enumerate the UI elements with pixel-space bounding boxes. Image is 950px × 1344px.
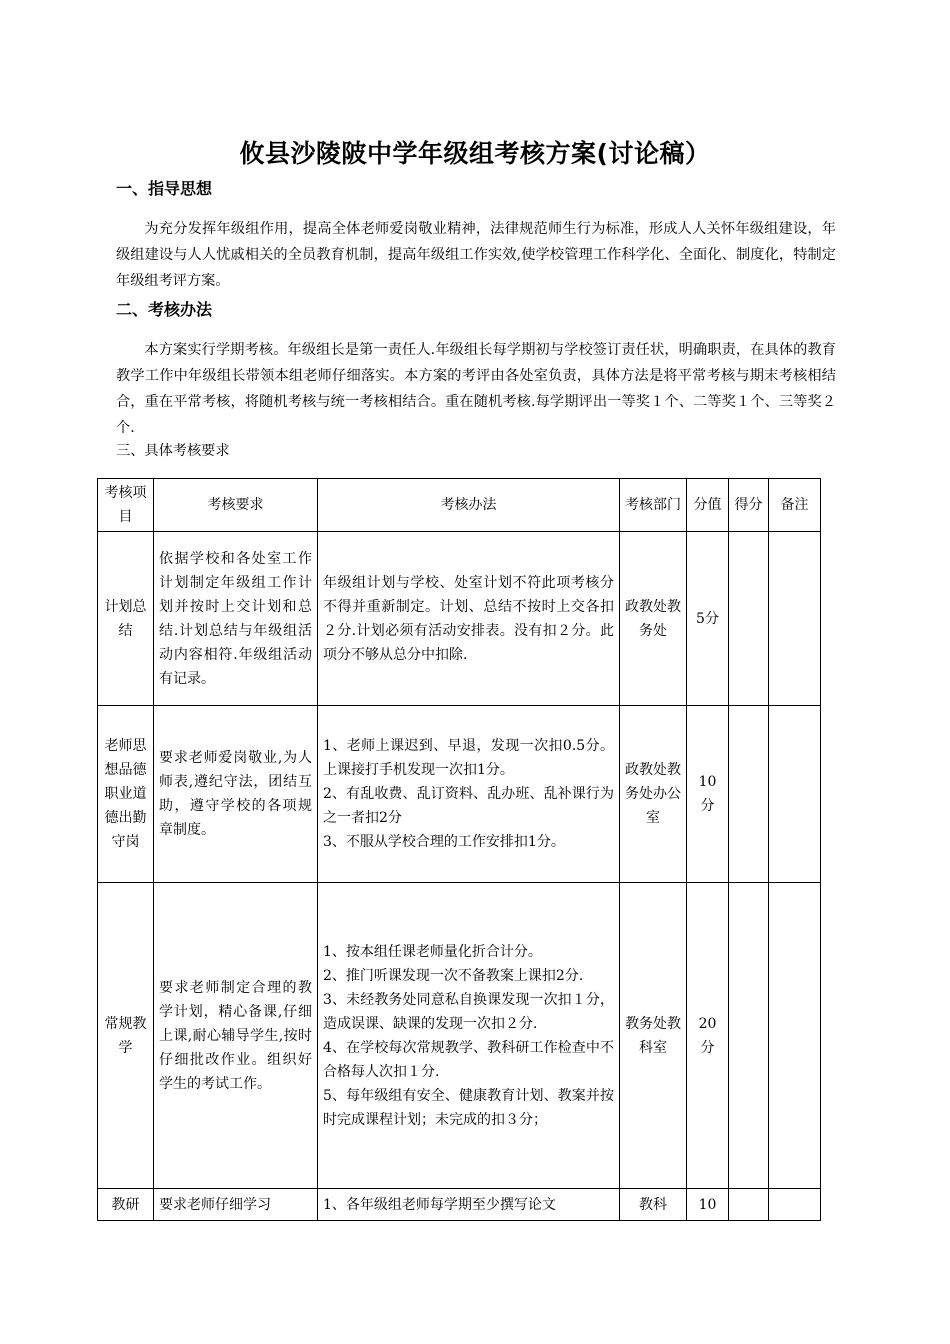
- row-got: [729, 883, 769, 1189]
- method-line: 年级组计划与学校、处室计划不符此项考核分不得并重新制定。计划、总结不按时上交各扣２分.计划必须有活动安排表。没有扣２分。此项分不够从总分中扣除.: [323, 574, 614, 663]
- table-row: [98, 706, 821, 883]
- header-score: 分值: [687, 479, 729, 532]
- section-1-heading: 一、指导思想: [116, 179, 213, 198]
- method-line: 1、各年级组老师每学期至少撰写论文: [323, 1196, 556, 1213]
- table-row: [98, 1189, 821, 1221]
- row-note: [769, 1189, 821, 1221]
- row-got: [729, 532, 769, 706]
- header-requirement: 考核要求: [154, 479, 318, 532]
- row-note: [769, 883, 821, 1189]
- row-method: [318, 532, 620, 706]
- row-score: 20分: [687, 883, 729, 1189]
- row-method: [318, 883, 620, 1189]
- document-title: 攸县沙陵陂中学年级组考核方案(讨论稿）: [239, 139, 711, 168]
- method-line: 5、每年级组有安全、健康教育计划、教案并按时完成课程计划；未完成的扣３分；: [323, 1087, 614, 1128]
- section-2-heading: 二、考核办法: [116, 300, 213, 319]
- method-line: 1、老师上课迟到、早退，发现一次扣0.5分。上课接打手机发现一次扣1分。: [323, 738, 614, 778]
- row-requirement: 要求老师制定合理的教学计划，精心备课,仔细上课,耐心辅导学生,按时仔细批改作业。组织好学生的考试工作。: [154, 883, 318, 1189]
- row-method: [318, 706, 620, 883]
- row-department: 政教处教务处: [620, 532, 687, 706]
- row-requirement: 要求老师仔细学习: [154, 1189, 318, 1221]
- row-score: 10分: [687, 706, 729, 883]
- row-score: 5分: [687, 532, 729, 706]
- method-line: 3、不服从学校合理的工作安排扣1分。: [323, 834, 565, 850]
- header-department: 考核部门: [620, 479, 687, 532]
- row-requirement: 要求老师爱岗敬业,为人师表,遵纪守法，团结互助，遵守学校的各项规章制度。: [154, 706, 318, 883]
- row-note: [769, 706, 821, 883]
- header-item: 考核项目: [98, 479, 154, 532]
- method-line: 2、有乱收费、乱订资料、乱办班、乱补课行为之一者扣2分: [323, 786, 614, 826]
- table-row: [98, 532, 821, 706]
- row-score: 10: [687, 1189, 729, 1221]
- method-line: 3、未经教务处同意私自换课发现一次扣１分，造成误课、缺课的发现一次扣２分.: [323, 991, 614, 1032]
- row-item: 老师思想品德职业道德出勤守岗: [98, 706, 154, 883]
- row-department: 教务处教科室: [620, 883, 687, 1189]
- row-department: 政教处教务处办公室: [620, 706, 687, 883]
- table-row: [98, 883, 821, 1189]
- header-note: 备注: [769, 479, 821, 532]
- header-got: 得分: [729, 479, 769, 532]
- row-method: [318, 1189, 620, 1221]
- section-3-heading: 三、具体考核要求: [116, 443, 230, 459]
- method-line: 4、在学校每次常规教学、教科研工作检查中不合格每人次扣１分.: [323, 1039, 614, 1080]
- row-got: [729, 1189, 769, 1221]
- row-item: 教研: [98, 1189, 154, 1221]
- row-requirement: 依据学校和各处室工作计划制定年级组工作计划并按时上交计划和总结.计划总结与年级组活动内容相符.年级组活动有记录。: [154, 532, 318, 706]
- row-item: 计划总结: [98, 532, 154, 706]
- method-line: 2、推门听课发现一次不备教案上课扣2分.: [323, 967, 584, 984]
- header-method: 考核办法: [318, 479, 620, 532]
- row-department: 教科: [620, 1189, 687, 1221]
- row-item: 常规教学: [98, 883, 154, 1189]
- method-line: 1、按本组任课老师量化折合计分。: [323, 943, 542, 960]
- row-note: [769, 532, 821, 706]
- row-got: [729, 706, 769, 883]
- section-2-paragraph: 本方案实行学期考核。年级组长是第一责任人.年级组长每学期初与学校签订责任状，明确职责，在具体的教育教学工作中年级组长带领本组老师仔细落实。本方案的考评由各处室负责，具体方法是将平常考核与期末考核相结合，重在平常考核，将随机考核与统一考核相结合。重在随机考核.每学期评出一等奖１个、二等奖１个、三等奖２个.: [116, 342, 836, 436]
- assessment-table: [97, 478, 821, 1221]
- section-1-paragraph: 为充分发挥年级组作用，提高全体老师爱岗敬业精神，法律规范师生行为标准，形成人人关怀年级组建设，年级组建设与人人忧戚相关的全员教育机制，提高年级组工作实效,使学校管理工作科学化、全面化、制度化，特制定年级组考评方案。: [116, 221, 836, 289]
- table-header-row: [98, 479, 821, 532]
